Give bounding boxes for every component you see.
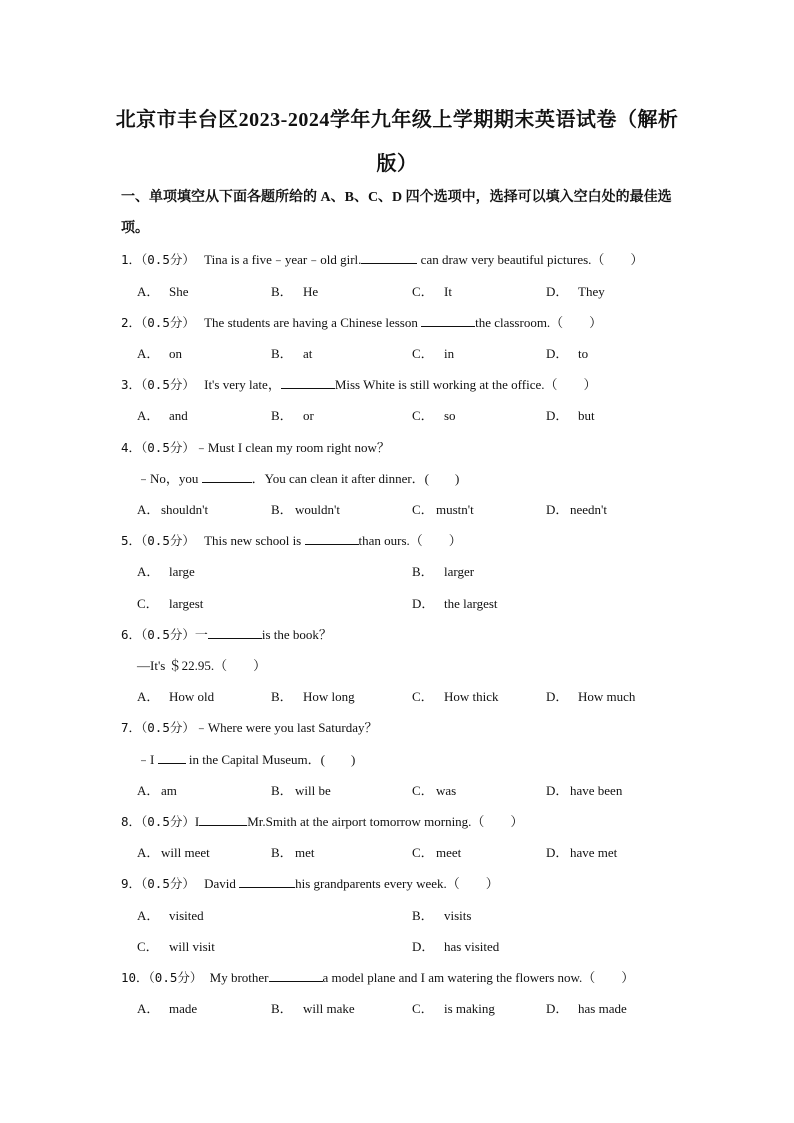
option-text: have been: [570, 783, 623, 798]
option-text: am: [161, 783, 177, 798]
question-text-post: a model plane and I am watering the flowers now.（ ）: [322, 970, 635, 985]
option-text: How much: [578, 689, 636, 704]
question-text-post: ．You can clean it after dinner．( ): [251, 471, 460, 486]
question-text-pre: My brother: [209, 970, 269, 985]
question-text-post: Miss White is still working at the office.（ ）: [334, 377, 597, 392]
option-text: was: [436, 783, 457, 798]
option-label: B．: [271, 845, 293, 860]
page-title: 北京市丰台区2023-2024学年九年级上学期期末英语试卷（解析: [115, 109, 679, 131]
option-b[interactable]: [271, 343, 312, 362]
question-2: [121, 312, 602, 331]
page-title-continued: 版）: [376, 153, 418, 175]
option-label: A．: [137, 1001, 160, 1016]
option-d[interactable]: [412, 936, 499, 955]
option-c[interactable]: [412, 780, 456, 799]
question-text-pre: This new school is: [204, 533, 305, 548]
question-text-post: his grandparents every week.（ ）: [295, 876, 499, 891]
answer-blank: [281, 376, 335, 389]
option-text: will meet: [161, 845, 210, 860]
question-1: [121, 249, 643, 268]
option-c[interactable]: [137, 593, 203, 612]
option-c[interactable]: [137, 936, 215, 955]
option-text: will be: [295, 783, 331, 798]
option-label: B．: [271, 1001, 293, 1016]
question-number: 10．（0.5分）: [121, 970, 203, 985]
option-a[interactable]: [137, 905, 204, 924]
option-label: C．: [137, 939, 159, 954]
option-text: shouldn't: [161, 502, 209, 517]
option-c[interactable]: [412, 499, 474, 518]
option-text: mustn't: [436, 502, 474, 517]
option-b[interactable]: [271, 998, 355, 1017]
option-text: will make: [303, 1001, 355, 1016]
option-text: is making: [444, 1001, 495, 1016]
option-text: made: [169, 1001, 198, 1016]
answer-blank: [305, 532, 359, 545]
question-text-post: than ours.（ ）: [358, 533, 462, 548]
question-text-pre: The students are having a Chinese lesson: [204, 315, 422, 330]
answer-blank: [269, 969, 323, 982]
question-number: 3．（0.5分）: [121, 377, 195, 392]
question-4: [121, 437, 390, 456]
option-text: wouldn't: [295, 502, 340, 517]
option-c[interactable]: [412, 405, 456, 424]
option-label: B．: [271, 284, 293, 299]
option-text: largest: [169, 596, 204, 611]
option-label: D．: [412, 939, 435, 954]
option-label: B．: [271, 689, 293, 704]
option-text: She: [169, 284, 189, 299]
option-text: larger: [444, 564, 475, 579]
answer-blank: [208, 626, 262, 639]
question-text: ﹣Must I clean my room right now？: [194, 440, 390, 455]
option-c[interactable]: [412, 998, 495, 1017]
question-text-post: the classroom.（ ）: [475, 315, 603, 330]
option-text: They: [578, 284, 605, 299]
option-label: D．: [546, 346, 569, 361]
option-d[interactable]: [546, 499, 607, 518]
question-text-pre: ﹣I: [137, 752, 158, 767]
option-d[interactable]: [546, 405, 595, 424]
option-label: A．: [137, 284, 160, 299]
option-label: A．: [137, 689, 160, 704]
option-label: B．: [412, 564, 434, 579]
question-7-reply: [137, 749, 355, 768]
option-b[interactable]: [412, 905, 471, 924]
option-label: D．: [546, 502, 569, 517]
option-d[interactable]: [546, 780, 622, 799]
question-number: 8．（0.5分）: [121, 814, 195, 829]
question-text-pre: Tina is a five﹣year﹣old girl.: [204, 252, 362, 267]
question-6-reply: —It's ＄22.95.（ ）: [137, 658, 267, 673]
option-text: on: [169, 346, 182, 361]
question-text-pre: 一: [194, 627, 208, 642]
option-d[interactable]: [546, 686, 635, 705]
question-3: [121, 374, 597, 393]
option-label: B．: [412, 908, 434, 923]
answer-blank: [361, 251, 417, 264]
option-c[interactable]: [412, 281, 452, 300]
option-label: A．: [137, 783, 160, 798]
question-text-pre: It's very late，: [204, 377, 281, 392]
question-number: 9．（0.5分）: [121, 876, 195, 891]
option-text: at: [303, 346, 313, 361]
option-b[interactable]: [271, 405, 314, 424]
option-label: D．: [546, 408, 569, 423]
question-number: 7．（0.5分）: [121, 720, 195, 735]
answer-blank: [421, 314, 475, 327]
option-d[interactable]: [546, 343, 588, 362]
question-9: [121, 873, 499, 892]
option-d[interactable]: [412, 593, 498, 612]
question-text-pre: David: [204, 876, 240, 891]
option-text: have met: [570, 845, 618, 860]
option-text: has visited: [444, 939, 500, 954]
option-b[interactable]: [271, 842, 315, 861]
option-d[interactable]: [546, 998, 627, 1017]
option-label: C．: [412, 783, 434, 798]
question-text-pre: ﹣No，you: [137, 471, 202, 486]
option-label: C．: [412, 284, 434, 299]
option-a[interactable]: [137, 499, 208, 518]
question-6: [121, 624, 332, 643]
section-heading: 一、单项填空从下面各题所给的 A、B、C、D 四个选项中，选择可以填入空白处的最佳选: [121, 190, 672, 205]
option-label: D．: [546, 284, 569, 299]
option-label: C．: [412, 845, 434, 860]
option-label: A．: [137, 908, 160, 923]
option-label: A．: [137, 845, 160, 860]
option-c[interactable]: [412, 842, 461, 861]
option-text: visited: [169, 908, 204, 923]
option-text: or: [303, 408, 314, 423]
question-number: 4．（0.5分）: [121, 440, 195, 455]
option-text: How long: [303, 689, 355, 704]
question-8: [121, 811, 523, 830]
question-number: 2．（0.5分）: [121, 315, 195, 330]
option-text: large: [169, 564, 195, 579]
option-a[interactable]: [137, 780, 177, 799]
answer-blank: [202, 470, 252, 483]
option-text: It: [444, 284, 452, 299]
answer-blank: [199, 813, 247, 826]
option-b[interactable]: [271, 686, 355, 705]
option-label: C．: [412, 408, 434, 423]
option-b[interactable]: [271, 281, 318, 300]
option-text: and: [169, 408, 188, 423]
option-c[interactable]: [412, 686, 499, 705]
option-text: He: [303, 284, 319, 299]
option-text: met: [295, 845, 315, 860]
option-a[interactable]: [137, 561, 195, 580]
option-label: A．: [137, 564, 160, 579]
option-text: meet: [436, 845, 462, 860]
option-text: in: [444, 346, 455, 361]
question-text: ﹣Where were you last Saturday？: [194, 720, 378, 735]
section-heading-continued: 项。: [121, 221, 149, 236]
option-label: D．: [546, 845, 569, 860]
question-number: 5．（0.5分）: [121, 533, 195, 548]
option-text: will visit: [169, 939, 215, 954]
question-text-post: in the Capital Museum．( ): [185, 752, 356, 767]
option-d[interactable]: [546, 281, 605, 300]
option-label: D．: [412, 596, 435, 611]
option-label: D．: [546, 783, 569, 798]
question-text-post: is the book？: [261, 627, 332, 642]
option-d[interactable]: [546, 842, 617, 861]
option-a[interactable]: [137, 842, 210, 861]
option-text: but: [578, 408, 595, 423]
option-label: D．: [546, 1001, 569, 1016]
option-label: B．: [271, 346, 293, 361]
option-text: has made: [578, 1001, 627, 1016]
option-a[interactable]: [137, 343, 182, 362]
option-label: B．: [271, 408, 293, 423]
option-c[interactable]: [412, 343, 454, 362]
option-label: B．: [271, 783, 293, 798]
option-label: D．: [546, 689, 569, 704]
option-label: C．: [412, 346, 434, 361]
option-a[interactable]: [137, 998, 197, 1017]
option-label: B．: [271, 502, 293, 517]
answer-blank: [158, 751, 186, 764]
option-text: so: [444, 408, 456, 423]
option-label: A．: [137, 502, 160, 517]
option-text: needn't: [570, 502, 607, 517]
option-text: the largest: [444, 596, 498, 611]
option-text: How old: [169, 689, 215, 704]
option-label: C．: [412, 689, 434, 704]
question-number: 1．（0.5分）: [121, 252, 195, 267]
option-label: A．: [137, 346, 160, 361]
option-label: C．: [137, 596, 159, 611]
question-number: 6．（0.5分）: [121, 627, 195, 642]
option-a[interactable]: [137, 281, 189, 300]
question-5: [121, 530, 462, 549]
question-4-reply: [137, 468, 459, 487]
option-text: How thick: [444, 689, 499, 704]
option-text: to: [578, 346, 589, 361]
option-label: C．: [412, 502, 434, 517]
question-text-pre: I: [194, 814, 200, 829]
option-b[interactable]: [412, 561, 474, 580]
option-b[interactable]: [271, 499, 340, 518]
question-10: [121, 967, 634, 986]
question-text-post: Mr.Smith at the airport tomorrow morning.（ ）: [247, 814, 524, 829]
option-label: C．: [412, 1001, 434, 1016]
option-a[interactable]: [137, 686, 214, 705]
question-7: [121, 717, 378, 736]
option-b[interactable]: [271, 780, 331, 799]
question-text-post: can draw very beautiful pictures.（ ）: [417, 252, 644, 267]
option-label: A．: [137, 408, 160, 423]
option-a[interactable]: [137, 405, 188, 424]
answer-blank: [239, 875, 295, 888]
option-text: visits: [444, 908, 472, 923]
